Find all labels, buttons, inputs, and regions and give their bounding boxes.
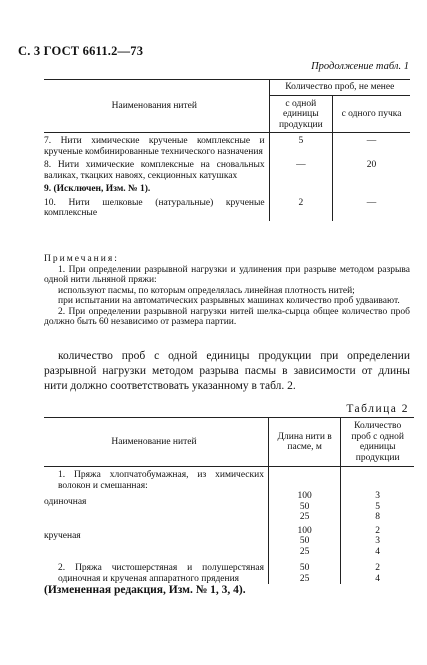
row-counts [341,557,414,584]
table-continuation-label: Продолжение табл. 1 [311,61,409,72]
count-value: 4 [375,573,381,584]
length-value: 25 [299,512,310,522]
table-row [44,157,410,181]
row-subtype: одиночная [44,497,87,507]
count-value: 2 [375,563,381,573]
row-value-b [333,181,410,195]
table-row [44,133,410,158]
row-title: 2. Пряжа чистошерстяная и полушерстяная одиночная и крученая аппаратного прядения [58,563,264,584]
notes-title: Примечания: [44,254,119,264]
page-header: С. 3 ГОСТ 6611.2—73 [18,44,144,58]
note-2: 2. При определении разрывной нагрузки нитей шелка-сырца общее количество проб должно быть 60 независимо от размера партии. [44,306,410,327]
table2-col-length: Длина нити в пасме, м [268,418,340,467]
table-row [44,195,410,221]
row-name: 7. Нити химические крученые комплексные и крученые комбинированные технического назначения [44,136,265,157]
row-value-a: — [269,157,332,181]
table-row [44,491,414,523]
row-value-a [269,181,332,195]
main-text: количество проб с одной единицы продукции при определении разрывной нагрузки методом разрыва пасмы в зависимости от длины нити должно соответствовать указанному в табл. 2. [44,350,410,392]
count-value: 3 [375,491,381,501]
length-value: 100 [297,525,312,536]
table2-col-name: Наименование нитей [44,418,268,467]
note-1a: используют пасмы, по которым определялась линейная плотность нитей; [58,285,355,296]
table-row [44,181,410,195]
count-value: 2 [375,525,381,536]
length-value: 50 [299,563,310,573]
count-value: 5 [375,501,381,512]
count-value: 8 [375,512,381,522]
row-name: 9. (Исключен, Изм. № 1). [44,184,151,194]
length-value: 100 [297,491,312,501]
note-1b: при испытании на автоматических разрывных машинах количество проб удваивают. [58,296,400,306]
row-lengths [268,491,340,523]
edition-note: (Измененная редакция, Изм. № 1, 3, 4). [44,584,246,596]
length-value: 50 [299,536,310,546]
table-row [44,557,414,584]
row-lengths [268,557,340,584]
table-row [44,467,414,492]
row-subtype: крученая [44,530,81,541]
table-row [44,523,414,558]
count-value: 4 [375,546,381,557]
table1-col-name: Наименования нитей [44,80,269,133]
row-value-b: — [366,197,377,208]
table2-caption: Таблица 2 [346,403,409,415]
row-counts [341,491,414,523]
table1-header-row [44,80,410,96]
table2-header-row [44,418,414,467]
count-value: 3 [375,536,381,546]
table1-col-group: Количество проб, не менее [269,80,410,96]
row-name: 10. Нити шелковые (натуральные) крученые комплексные [44,197,265,218]
row-value-b: — [366,136,377,146]
length-value: 25 [299,546,310,557]
table-1 [44,79,410,221]
row-value-a: 5 [269,133,332,158]
table-2 [44,417,414,584]
row-value-a: 2 [269,195,332,221]
length-value: 50 [299,501,310,512]
table1-col-a: с одной единицы продукции [269,95,332,133]
table2-col-count: Количество проб с одной единицы продукции [341,418,414,467]
table1-notes [44,254,410,328]
row-value-b: 20 [366,160,377,170]
table1-col-b: с одного пучка [333,95,410,133]
row-counts [341,523,414,558]
length-value: 25 [299,573,310,584]
row-name: 8. Нити химические комплексные на сновальных валиках, ткацких навоях, секционных катушках [44,160,265,181]
note-1: 1. При определении разрывной нагрузки и удлинения при разрыве методом разрыва одной нити льняной пряжи: [44,264,410,285]
row-title: 1. Пряжа хлопчатобумажная, из химических волокон и смешанная: [58,470,264,491]
main-paragraph [44,349,410,394]
row-lengths [268,523,340,558]
